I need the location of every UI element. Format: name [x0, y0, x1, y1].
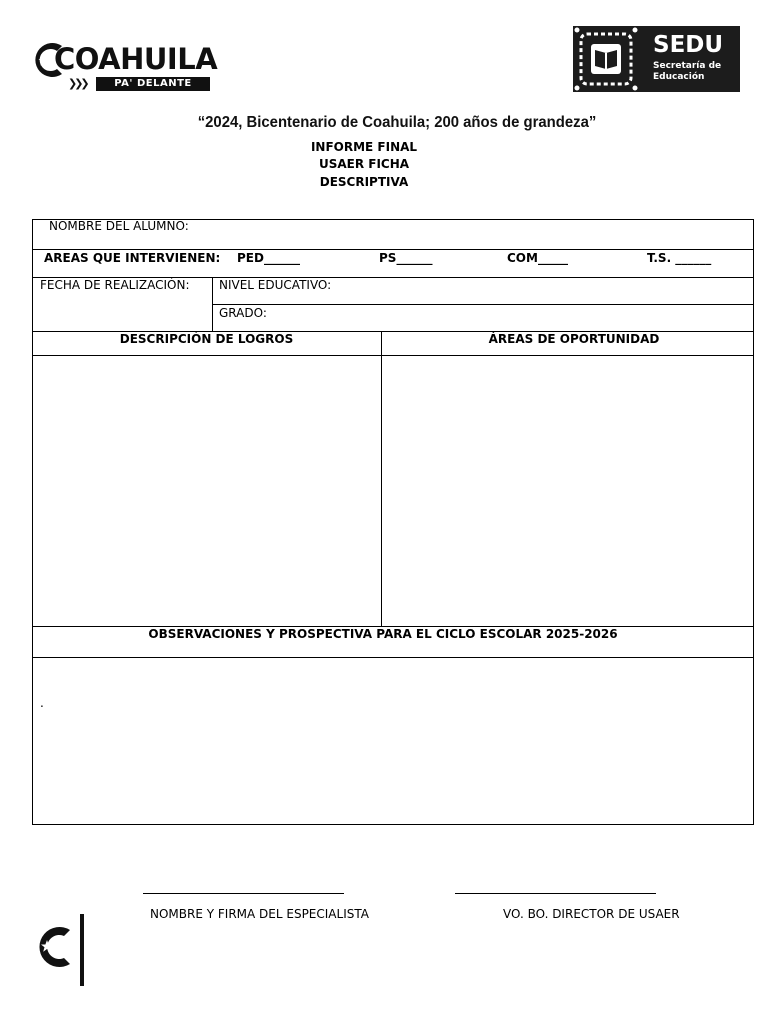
achievements-field[interactable]	[33, 356, 381, 626]
observations-header: OBSERVACIONES Y PROSPECTIVA PARA EL CICLO ESCOLAR 2025-2026	[148, 627, 618, 641]
grade-label: GRADO:	[219, 306, 267, 320]
coahuila-c-star-icon	[32, 914, 88, 986]
chevron-right-icon: ❯❯❯	[68, 77, 87, 90]
divider	[212, 304, 754, 305]
title-line-3: DESCRIPTIVA	[319, 175, 409, 189]
sedu-logo	[573, 26, 740, 92]
area-com-field[interactable]: COM_____	[507, 251, 568, 265]
director-signature-label: VO. BO. DIRECTOR DE USAER	[503, 907, 680, 921]
area-ps-field[interactable]: PS______	[379, 251, 433, 265]
date-label: FECHA DE REALIZACIÓN:	[40, 278, 190, 292]
motto: “2024, Bicentenario de Coahuila; 200 años de grandeza”	[197, 114, 597, 131]
sedu-subtitle-line1: Secretaría de	[653, 61, 722, 71]
sedu-logo-name: SEDU	[653, 32, 724, 58]
sedu-subtitle-line2: Educación	[653, 72, 705, 82]
area-ped-field[interactable]: PED______	[237, 251, 300, 265]
coahuila-logo	[32, 40, 218, 96]
divider	[32, 249, 754, 250]
state-logo-tagline: PA' DELANTE	[96, 77, 210, 91]
state-logo-name: COAHUILA	[54, 42, 218, 76]
opportunities-header: ÁREAS DE OPORTUNIDAD	[488, 332, 660, 346]
achievements-header: DESCRIPCIÓN DE LOGROS	[119, 332, 294, 346]
education-level-label: NIVEL EDUCATIVO:	[219, 278, 332, 292]
divider	[212, 277, 213, 331]
opportunities-field[interactable]	[382, 356, 753, 626]
book-emblem-icon	[573, 26, 639, 92]
footer-logo	[32, 914, 88, 986]
specialist-signature-line[interactable]	[143, 893, 344, 894]
observations-field[interactable]	[33, 658, 753, 824]
sedu-logo-subtitle	[653, 61, 721, 83]
area-ts-field[interactable]: T.S. ______	[647, 251, 712, 265]
areas-label: AREAS QUE INTERVIENEN:	[44, 251, 221, 265]
student-name-label: NOMBRE DEL ALUMNO:	[49, 219, 189, 233]
director-signature-line[interactable]	[455, 893, 656, 894]
observations-text: .	[40, 696, 44, 710]
title-line-1: INFORME FINAL	[310, 140, 418, 154]
title-line-2: USAER FICHA	[318, 157, 410, 171]
specialist-signature-label: NOMBRE Y FIRMA DEL ESPECIALISTA	[150, 907, 369, 921]
